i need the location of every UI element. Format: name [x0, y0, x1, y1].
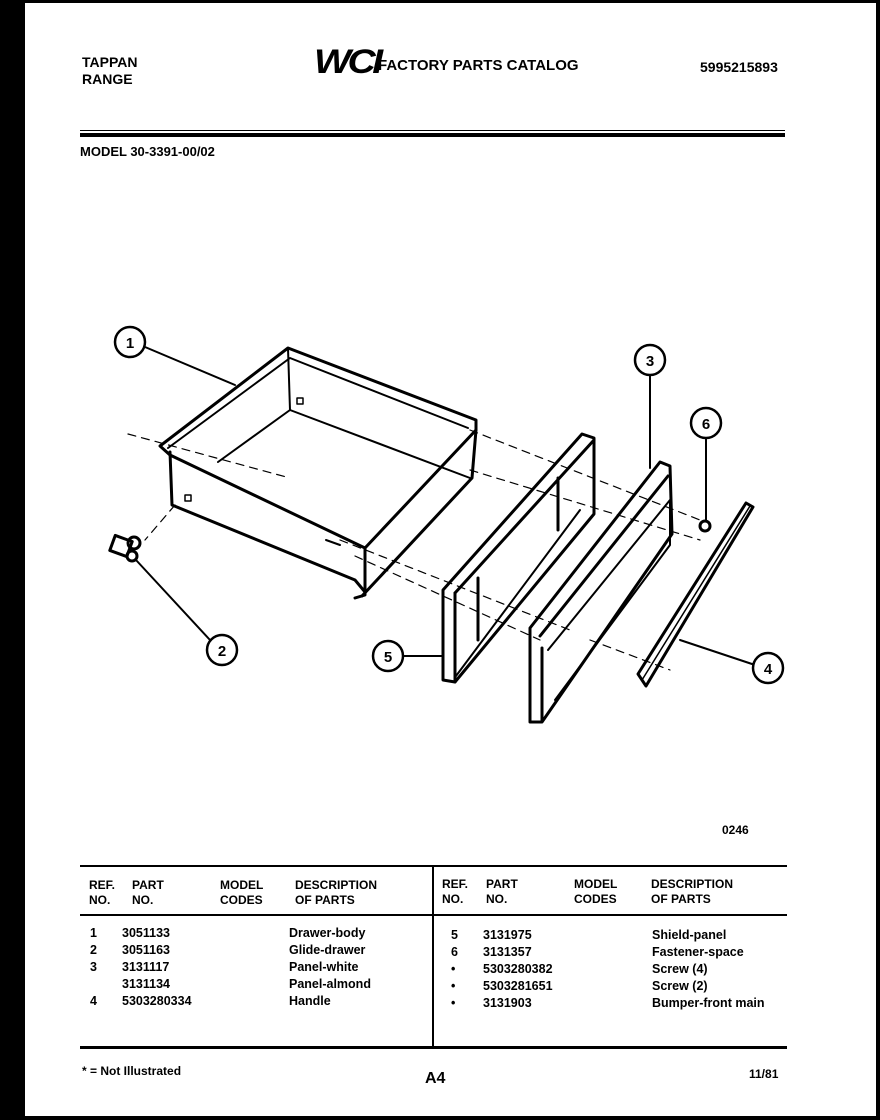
- header-rule-thick: [80, 133, 785, 137]
- table-cell-ref: [90, 976, 97, 993]
- scan-border-right: [876, 0, 880, 1120]
- table-cell-desc: Glide-drawer: [289, 943, 366, 957]
- exploded-parts-diagram: [90, 320, 810, 740]
- table-cell-part: 3051163: [122, 943, 170, 957]
- header-ref-no-right: REF. NO.: [442, 877, 469, 906]
- table-cell-ref: 6: [451, 945, 458, 959]
- table-cell-desc: Screw (2): [652, 979, 708, 993]
- brand-name: TAPPAN: [82, 54, 138, 70]
- left-ref-column: [90, 925, 97, 1010]
- table-cell-desc: Panel-almond: [289, 977, 371, 991]
- table-cell-part: 3131134: [122, 977, 170, 991]
- svg-text:6: 6: [701, 416, 711, 433]
- callout-4: [753, 653, 783, 683]
- table-cell-ref: 4: [90, 994, 97, 1008]
- table-cell-ref: 1: [90, 926, 97, 940]
- catalog-title: FACTORY PARTS CATALOG: [378, 57, 579, 74]
- table-cell-ref: •: [451, 979, 456, 993]
- fastener-drawing: [700, 521, 710, 531]
- table-cell-desc: Drawer-body: [289, 926, 366, 940]
- header-model-codes-left: MODEL CODES: [220, 878, 264, 907]
- left-desc-column: [289, 925, 371, 1010]
- header-rule-thin: [80, 130, 785, 131]
- drawer-body-drawing: [160, 348, 476, 598]
- not-illustrated-note: * = Not Illustrated: [82, 1064, 182, 1078]
- header-part-no-left: PART NO.: [132, 878, 164, 907]
- table-cell-part: 3051133: [122, 926, 170, 940]
- model-number: MODEL 30-3391-00/02: [80, 144, 215, 159]
- callout-6: [691, 408, 721, 438]
- header-model-codes-right: MODEL CODES: [574, 877, 618, 906]
- table-cell-part: 3131903: [483, 996, 532, 1010]
- drawer-glide-drawing: [110, 535, 140, 561]
- product-type: RANGE: [82, 71, 133, 87]
- table-cell-ref: 2: [90, 943, 97, 957]
- page-id: A4: [425, 1070, 446, 1087]
- table-cell-desc: Screw (4): [652, 962, 708, 976]
- scan-border-top: [25, 0, 880, 3]
- catalog-date: 11/81: [749, 1067, 779, 1081]
- header-part-no-right: PART NO.: [486, 877, 518, 906]
- table-cell-part: 3131975: [483, 928, 532, 942]
- scan-border-bottom: [0, 1116, 880, 1120]
- figure-code: 0246: [722, 823, 749, 837]
- table-cell-part: 3131357: [483, 945, 532, 959]
- table-cell-desc: Bumper-front main: [652, 996, 765, 1010]
- table-cell-part: 5303280334: [122, 994, 192, 1008]
- wci-logo: WCI: [314, 43, 380, 81]
- svg-text:5: 5: [383, 649, 393, 666]
- alignment-lines: [128, 430, 700, 670]
- callout-5: [373, 641, 403, 671]
- svg-text:2: 2: [217, 643, 227, 660]
- right-part-column: [483, 927, 553, 1012]
- document-number: 5995215893: [700, 59, 778, 75]
- svg-text:1: 1: [125, 335, 135, 352]
- callout-1: [115, 327, 145, 357]
- front-panel-drawing: [530, 462, 672, 722]
- header-ref-no-left: REF. NO.: [89, 878, 116, 907]
- shield-panel-drawing: [443, 434, 594, 682]
- left-part-column: [122, 925, 192, 1010]
- table-cell-part: 5303281651: [483, 979, 553, 993]
- brand-block: [82, 54, 137, 88]
- table-cell-desc: Fastener-space: [652, 945, 744, 959]
- table-cell-desc: Handle: [289, 994, 331, 1008]
- svg-text:3: 3: [645, 353, 655, 370]
- table-cell-desc: Panel-white: [289, 960, 359, 974]
- table-cell-part: 5303280382: [483, 962, 553, 976]
- table-cell-desc: Shield-panel: [652, 928, 727, 942]
- table-cell-ref: •: [451, 996, 456, 1010]
- header-description-right: DESCRIPTION OF PARTS: [651, 877, 734, 906]
- scan-border-left: [0, 0, 25, 1120]
- table-cell-ref: 3: [90, 960, 97, 974]
- table-cell-ref: 5: [451, 928, 458, 942]
- right-ref-column: [451, 927, 458, 1012]
- header-description-left: DESCRIPTION OF PARTS: [295, 878, 378, 907]
- callout-3: [635, 345, 665, 375]
- callout-2: [207, 635, 237, 665]
- svg-text:4: 4: [763, 661, 773, 678]
- right-desc-column: [652, 927, 765, 1012]
- table-column-divider: [432, 865, 434, 1047]
- table-cell-part: 3131117: [122, 960, 170, 974]
- table-cell-ref: •: [451, 962, 456, 976]
